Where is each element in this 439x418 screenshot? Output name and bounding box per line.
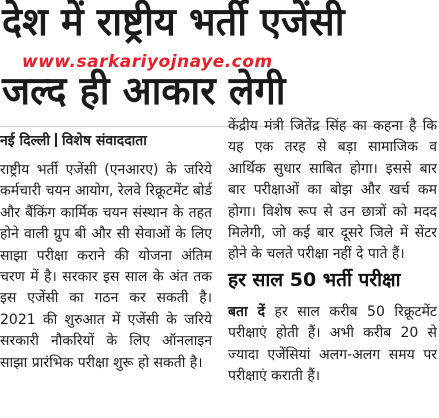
headline-line-1: देश में राष्ट्रीय भर्ती एजेंसी bbox=[2, 0, 345, 45]
article-paragraph: राष्ट्रीय भर्ती एजेंसी (एनआरए) के जरिये कर्मचारी चयन आयोग, रेलवे रिक्रूटमेंट बोर्ड और बैंकिंग कार्मिक चयन संस्थान के तहत होने वाली ग्रुप बी और सी सेवाओं के लिए साझा परीक्षा कराने की योजना अंतिम चरण में है। सरकार इस साल के अंत तक इस एजेंसी का गठन कर सकती है। 2021 की शुरुआत में एजेंसी के जरिये सरकारी नौकरियों के लिए ऑनलाइन साझा प्रारंभिक परीक्षा शुरू हो सकती है। bbox=[0, 162, 212, 371]
article-column-right bbox=[228, 116, 437, 266]
byline bbox=[0, 131, 147, 150]
article-column-left bbox=[0, 160, 212, 374]
byline-location: नई दिल्ली bbox=[0, 133, 51, 149]
byline-separator bbox=[55, 133, 57, 147]
byline-correspondent: विशेष संवाददाता bbox=[62, 133, 147, 149]
headline-line-2: जल्द ही आकार लेगी bbox=[2, 69, 286, 114]
article-column-right-lower bbox=[228, 302, 437, 388]
article-paragraph: केंद्रीय मंत्री जितेंद्र सिंह का कहना है कि यह एक तरह से बड़ा सामाजिक व आर्थिक सुधार साबित होगा। इससे बार बार परीक्षाओं का बोझ और खर्च कम होगा। विशेष रूप से उन छात्रों को मदद मिलेगी, जो कई बार दूसरे जिले में सेंटर होने के चलते परीक्षा नहीं दे पाते हैं। bbox=[228, 118, 437, 263]
section-subheading: हर साल 50 भर्ती परीक्षा bbox=[228, 269, 401, 291]
watermark-url: www.sarkariyojnaye.com bbox=[22, 52, 273, 72]
paragraph-lead: बता दें bbox=[228, 304, 266, 320]
article-paragraph bbox=[228, 302, 437, 388]
paragraph-text: हर साल करीब 50 रिक्रूटमेंट परीक्षाएं होती हैं। अभी करीब 20 से ज्यादा एजेंसियां अलग-अलग समय पर परीक्षाएं कराती हैं। bbox=[228, 304, 437, 385]
